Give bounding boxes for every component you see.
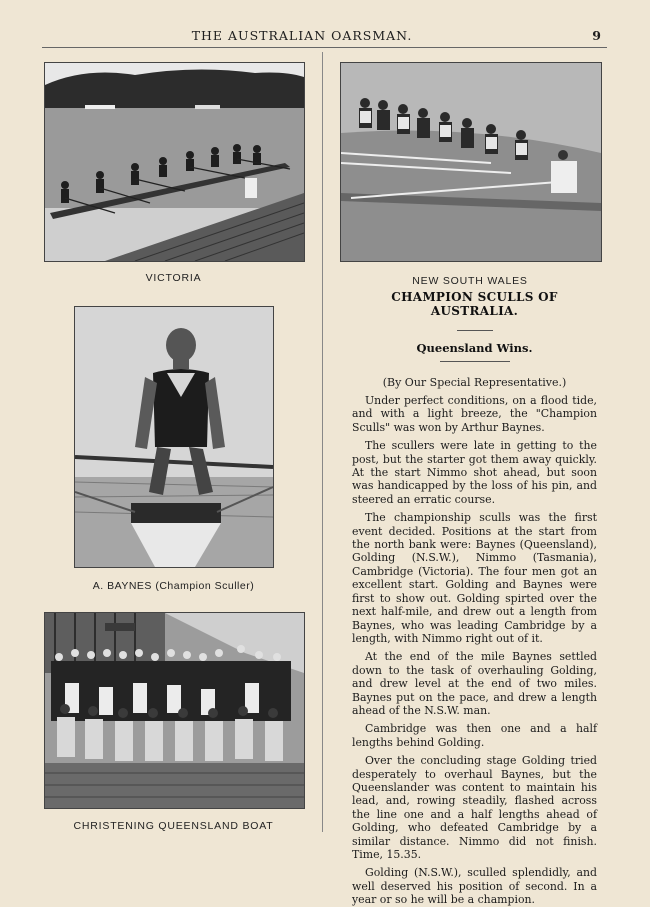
article-paragraph: At the end of the mile Baynes settled down to the task of overhauling Golding, and drew level at the end of two miles. Baynes put on the pace, and drew a length ahead of the N.S.W. man. — [352, 650, 597, 717]
article-paragraph: Under perfect conditions, on a flood tide, and with a light breeze, the "Champion Sculls" was won by Arthur Baynes. — [352, 394, 597, 434]
christening-group-photo — [44, 612, 305, 809]
christening-caption: CHRISTENING QUEENSLAND BOAT — [73, 820, 274, 832]
victoria-crew-photo — [44, 62, 305, 262]
article-headline: CHAMPION SCULLS OF AUSTRALIA. — [391, 290, 558, 318]
article-paragraph: Golding (N.S.W.), sculled splendidly, and well deserved his position of second. In a year or so he will be a champion. — [352, 866, 597, 907]
article-paragraph: The scullers were late in getting to the post, but the starter got them away quickly. At the start Nimmo shot ahead, but soon was handicapped by the loss of his pin, and steered an erratic course. — [352, 439, 597, 506]
article-paragraph: Over the concluding stage Golding tried desperately to overhaul Baynes, but the Queenslander was content to maintain his lead, and, rowing steadily, flashed across the line one and a half lengths ahead of Golding, who defeated Cambridge by a similar distance. Nimmo did not finish. Time, 15.35. — [352, 754, 597, 861]
article — [352, 290, 597, 907]
baynes-sculler-photo — [74, 306, 274, 568]
victoria-caption: VICTORIA — [145, 272, 202, 284]
running-head — [42, 28, 607, 48]
nsw-crew-photo — [340, 62, 602, 262]
page-number: 9 — [592, 28, 601, 43]
running-title: THE AUSTRALIAN OARSMAN. — [191, 28, 413, 43]
article-body — [352, 394, 597, 907]
column-divider — [322, 52, 323, 832]
article-paragraph: The championship sculls was the first event decided. Positions at the start from the north bank were: Baynes (Queensland), Golding (N.S.W.), Nimmo (Tasmania), Cambridge (Victoria). The four men got an excellent start. Golding and Baynes were first to show out. Golding spirted over the next half-mile, and drew out a length from Baynes, who was leading Cambridge by a length, with Nimmo right out of it. — [352, 511, 597, 645]
article-subhead: Queensland Wins. — [416, 341, 533, 355]
subhead-rule — [440, 361, 510, 362]
baynes-caption: A. BAYNES (Champion Sculler) — [92, 580, 255, 592]
article-byline: (By Our Special Representative.) — [382, 376, 567, 389]
article-paragraph: Cambridge was then one and a half lengths behind Golding. — [352, 722, 597, 749]
nsw-caption: NEW SOUTH WALES — [412, 275, 528, 287]
headline-rule — [457, 330, 493, 331]
header-rule — [42, 47, 607, 48]
